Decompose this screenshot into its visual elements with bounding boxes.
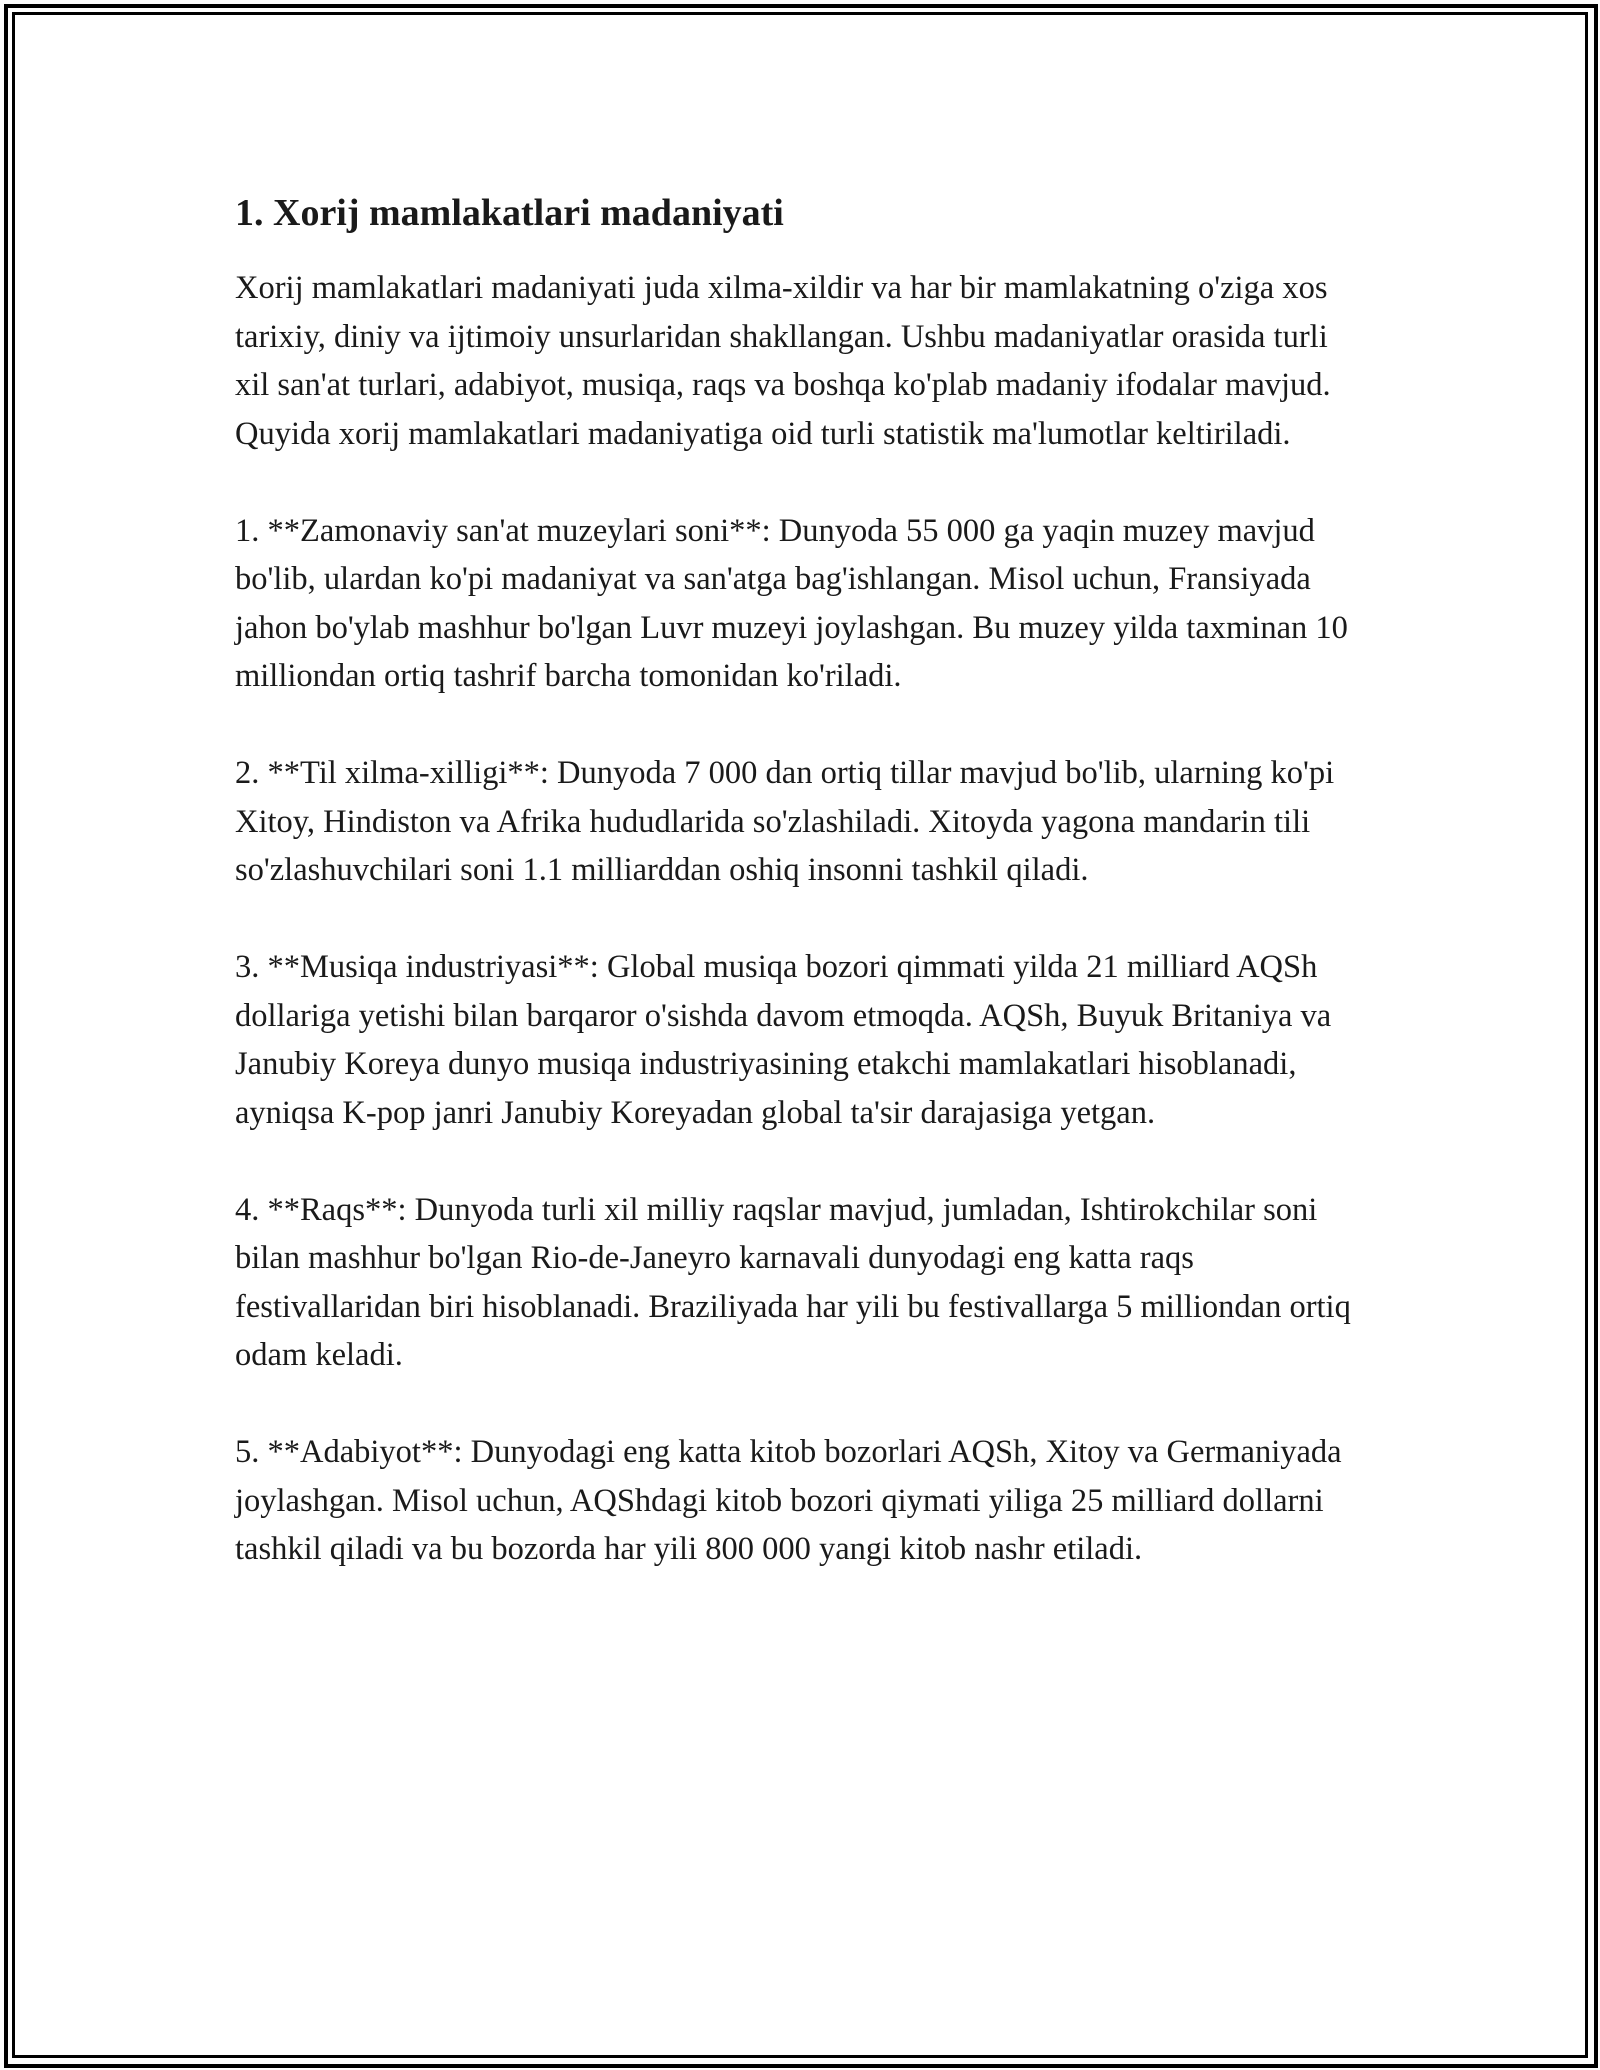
document-body (235, 188, 1365, 1622)
item-music-paragraph: 3. **Musiqa industriyasi**: Global musiqa bozori qimmati yilda 21 milliard AQSh dollariga yetishi bilan barqaror o'sishda davom etmoqda. AQSh, Buyuk Britaniya va Janubiy Koreya dunyo musiqa industriyasining etakchi mamlakatlari hisoblanadi, ayniqsa K-pop janri Janubiy Koreyadan global ta'sir darajasiga yetgan. (235, 949, 1332, 1131)
item-dance-paragraph: 4. **Raqs**: Dunyoda turli xil milliy raqslar mavjud, jumladan, Ishtirokchilar soni bilan mashhur bo'lgan Rio-de-Janeyro karnavali dunyodagi eng katta raqs festivallaridan biri hisoblanadi. Braziliyada har yili bu festivallarga 5 milliondan ortiq odam keladi. (235, 1191, 1351, 1373)
intro-paragraph: Xorij mamlakatlari madaniyati juda xilma-xildir va har bir mamlakatning o'ziga xos tarixiy, diniy va ijtimoiy unsurlaridan shakllangan. Ushbu madaniyatlar orasida turli xil san'at turlari, adabiyot, musiqa, raqs va boshqa ko'plab madaniy ifodalar mavjud. Quyida xorij mamlakatlari madaniyatiga oid turli statistik ma'lumotlar keltiriladi. (235, 270, 1331, 452)
item-literature-paragraph: 5. **Adabiyot**: Dunyodagi eng katta kitob bozorlari AQSh, Xitoy va Germaniyada joylashgan. Misol uchun, AQShdagi kitob bozori qiymati yiliga 25 milliard dollarni tashkil qiladi va bu bozorda har yili 800 000 yangi kitob nashr etiladi. (235, 1434, 1342, 1567)
item-languages-paragraph: 2. **Til xilma-xilligi**: Dunyoda 7 000 dan ortiq tillar mavjud bo'lib, ularning ko'pi Xitoy, Hindiston va Afrika hududlarida so'zlashiladi. Xitoyda yagona mandarin tili so'zlashuvchilari soni 1.1 milliarddan oshiq insonni tashkil qiladi. (235, 755, 1335, 888)
section-heading: 1. Xorij mamlakatlari madaniyati (235, 192, 784, 234)
item-museums-paragraph: 1. **Zamonaviy san'at muzeylari soni**: Dunyoda 55 000 ga yaqin muzey mavjud bo'lib, ulardan ko'pi madaniyat va san'atga bag'ishlangan. Misol uchun, Fransiyada jahon bo'ylab mashhur bo'lgan Luvr muzeyi joylashgan. Bu muzey yilda taxminan 10 milliondan ortiq tashrif barcha tomonidan ko'riladi. (235, 512, 1348, 694)
